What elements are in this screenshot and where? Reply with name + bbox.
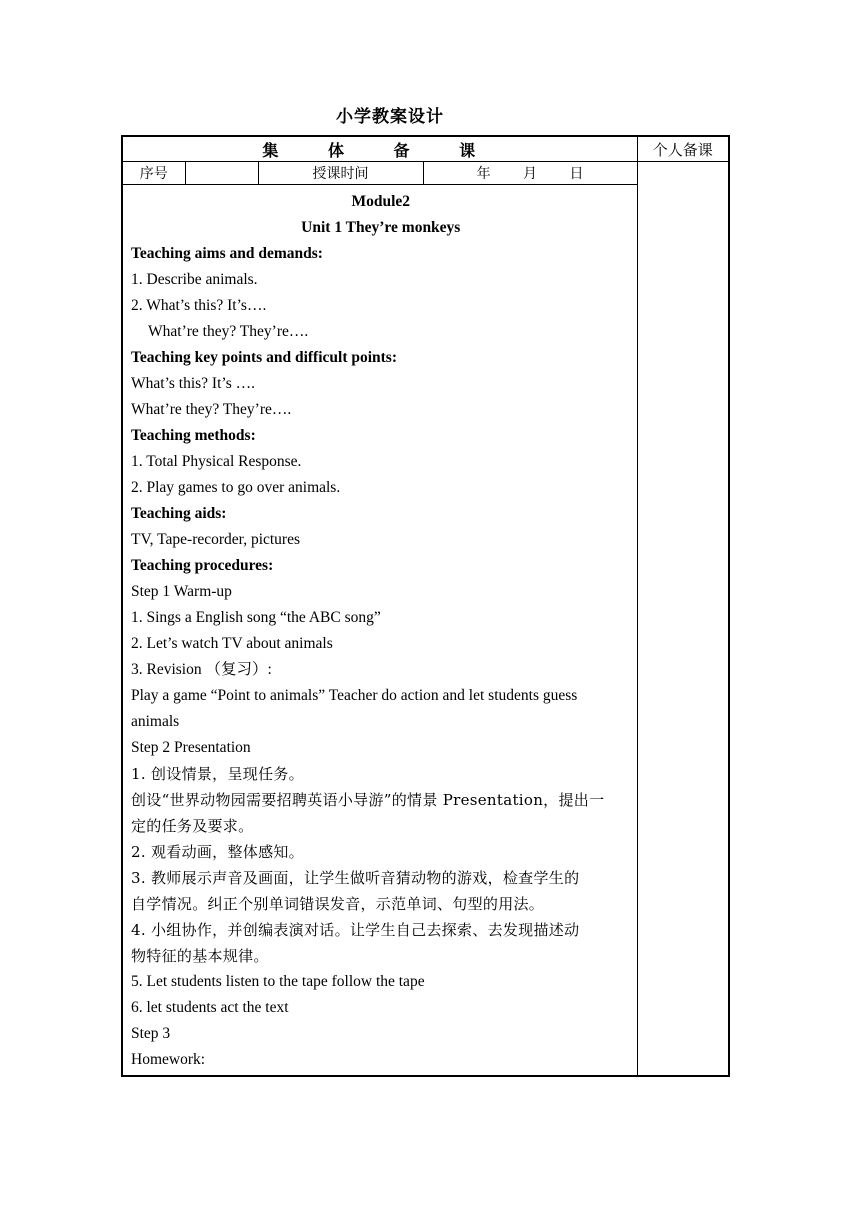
text-line: 1. Describe animals. <box>131 271 258 288</box>
text-line: 1. 创设情景，呈现任务。 <box>131 765 304 783</box>
lesson-plan-table <box>121 135 730 1077</box>
meta-row <box>122 162 729 185</box>
month-label: 月 <box>523 166 538 182</box>
date-field <box>423 162 637 185</box>
document-title: 小学教案设计 <box>336 107 444 127</box>
year-label: 年 <box>476 166 491 182</box>
text-line: 自学情况。纠正个别单词错误发音，示范单词、句型的用法。 <box>131 895 545 913</box>
text-line: 1. Total Physical Response. <box>131 453 302 470</box>
text-line: 6. let students act the text <box>131 999 289 1016</box>
text-line: What’re they? They’re…. <box>148 323 309 340</box>
text-line: 2. 观看动画，整体感知。 <box>131 843 304 861</box>
text-line: 3. Revision （复习）: <box>131 661 272 678</box>
unit-title: Unit 1 They’re monkeys <box>301 219 461 236</box>
text-line: What’s this? It’s …. <box>131 375 255 392</box>
text-line: 3. 教师展示声音及画面，让学生做听音猜动物的游戏，检查学生的 <box>131 869 580 887</box>
text-line: 4. 小组协作，并创编表演对话。让学生自己去探索、去发现描述动 <box>131 921 580 939</box>
text-line: animals <box>131 713 180 730</box>
lesson-content <box>122 185 637 1077</box>
text-line: 2. Let’s watch TV about animals <box>131 635 333 652</box>
text-line: TV, Tape-recorder, pictures <box>131 531 301 548</box>
homework-line: Homework: <box>131 1051 206 1068</box>
serial-value <box>185 162 258 185</box>
personal-prep-area <box>637 162 729 1077</box>
text-line: 5. Let students listen to the tape follow the tape <box>131 973 425 990</box>
step-heading: Step 2 Presentation <box>131 739 251 756</box>
text-line: 2. What’s this? It’s…. <box>131 297 267 314</box>
text-line: 物特征的基本规律。 <box>131 947 269 965</box>
aims-heading: Teaching aims and demands: <box>131 245 323 262</box>
step-heading: Step 3 <box>131 1025 171 1042</box>
aids-heading: Teaching aids: <box>131 505 227 522</box>
time-label: 授课时间 <box>258 162 423 185</box>
serial-label: 序号 <box>122 162 185 185</box>
module-title: Module2 <box>351 193 411 210</box>
step-heading: Step 1 Warm-up <box>131 583 232 600</box>
personal-prep-header: 个人备课 <box>637 136 729 162</box>
methods-heading: Teaching methods: <box>131 427 256 444</box>
procedures-heading: Teaching procedures: <box>131 557 274 574</box>
text-line: 定的任务及要求。 <box>131 817 254 835</box>
key-points-heading: Teaching key points and difficult points: <box>131 349 398 366</box>
text-line: 2. Play games to go over animals. <box>131 479 341 496</box>
text-line: 创设“世界动物园需要招聘英语小导游”的情景 Presentation，提出一 <box>131 791 605 809</box>
day-label: 日 <box>569 166 584 182</box>
text-line: What’re they? They’re…. <box>131 401 292 418</box>
table-header-row <box>122 136 729 162</box>
group-prep-header: 集 体 备 课 <box>122 136 637 162</box>
text-line: Play a game “Point to animals” Teacher do action and let students guess <box>131 687 578 704</box>
text-line: 1. Sings a English song “the ABC song” <box>131 609 381 626</box>
